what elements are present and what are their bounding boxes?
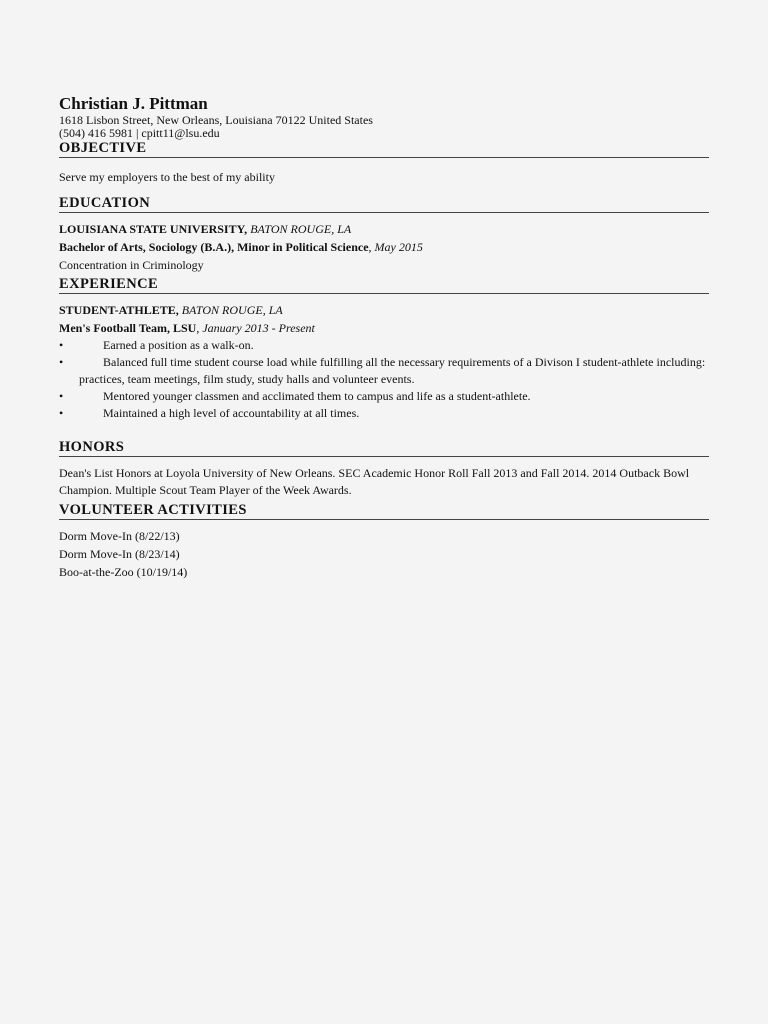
list-item: • Maintained a high level of accountability at all times. <box>59 405 709 422</box>
objective-heading: OBJECTIVE <box>59 140 709 158</box>
degree: Bachelor of Arts, Sociology (B.A.), Minor in Political Science <box>59 240 369 254</box>
education-school-line <box>59 220 709 238</box>
experience-role-line <box>59 301 709 319</box>
experience-bullets <box>59 337 709 422</box>
concentration: Concentration in Criminology <box>59 258 204 272</box>
address: 1618 Lisbon Street, New Orleans, Louisiana 70122 United States <box>59 113 373 127</box>
school-location: BATON ROUGE, LA <box>250 222 352 236</box>
experience-team-line: Men's Football Team, LSU, January 2013 - Present <box>59 321 315 335</box>
graduation-date: May 2015 <box>374 240 423 254</box>
person-name: Christian J. Pittman <box>59 94 208 113</box>
objective-section <box>59 140 709 186</box>
education-heading: EDUCATION <box>59 195 709 213</box>
school-name: LOUISIANA STATE UNIVERSITY, <box>59 222 248 236</box>
role-title: STUDENT-ATHLETE, <box>59 303 179 317</box>
list-item: Boo-at-the-Zoo (10/19/14) <box>59 565 188 579</box>
header <box>59 94 709 140</box>
experience-section <box>59 276 709 422</box>
list-item: Dorm Move-In (8/23/14) <box>59 547 180 561</box>
objective-text: Serve my employers to the best of my ability <box>59 170 275 184</box>
list-item: • Mentored younger classmen and acclimated them to campus and life as a student-athlete. <box>59 388 709 405</box>
list-item: • Earned a position as a walk-on. <box>59 337 709 354</box>
list-item: • Balanced full time student course load while fulfilling all the necessary requirements of a Divison I student-athlete including: practices, team meetings, film study, study halls and volunteer events. <box>59 354 709 388</box>
education-degree-line: Bachelor of Arts, Sociology (B.A.), Minor in Political Science, May 2015 <box>59 240 423 254</box>
honors-section <box>59 439 709 499</box>
phone-email: (504) 416 5981 | cpitt11@lsu.edu <box>59 126 220 140</box>
resume-content <box>59 94 709 581</box>
team-name: Men's Football Team, LSU <box>59 321 197 335</box>
honors-heading: HONORS <box>59 439 709 457</box>
education-section <box>59 195 709 274</box>
list-item: Dorm Move-In (8/22/13) <box>59 529 180 543</box>
team-dates: January 2013 - Present <box>202 321 315 335</box>
volunteer-heading: VOLUNTEER ACTIVITIES <box>59 502 709 520</box>
volunteer-section <box>59 502 709 581</box>
role-location: BATON ROUGE, LA <box>181 303 283 317</box>
honors-text: Dean's List Honors at Loyola University of New Orleans. SEC Academic Honor Roll Fall 2013 and Fall 2014. 2014 Outback Bowl Champion. Multiple Scout Team Player of the Week Awards. <box>59 466 690 497</box>
experience-heading: EXPERIENCE <box>59 276 709 294</box>
